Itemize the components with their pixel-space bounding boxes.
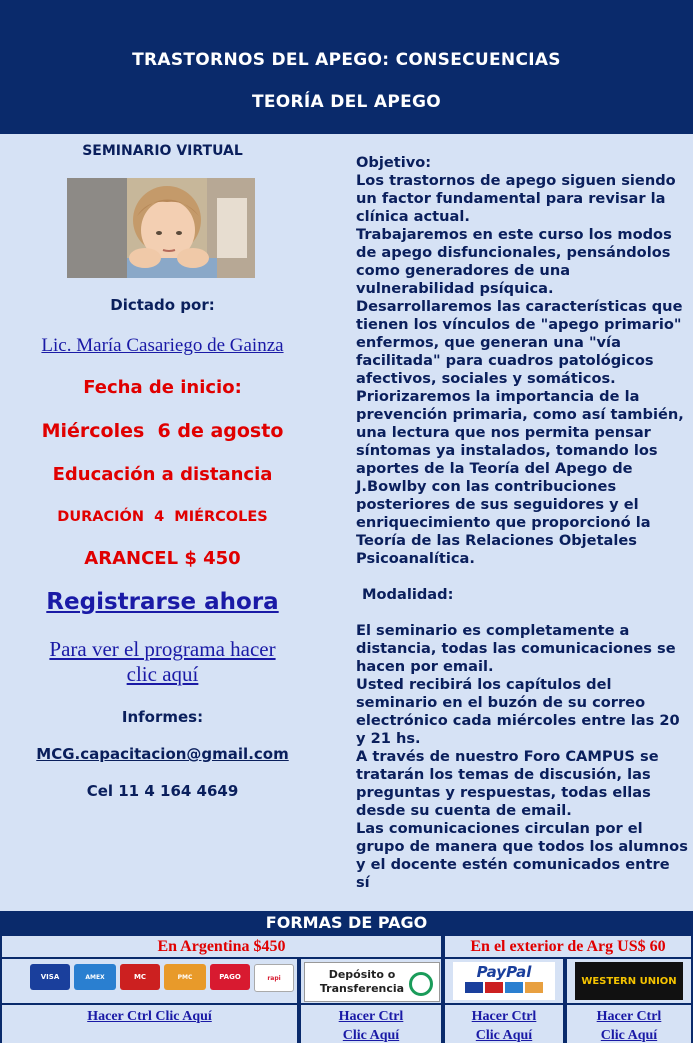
pay-transfer-link[interactable]: Hacer Ctrl Clic Aquí [301, 1005, 441, 1043]
payment-exterior-header: En el exterior de Arg US$ 60 [445, 936, 691, 957]
fee-text: ARANCEL $ 450 [84, 548, 241, 569]
objective-paragraph-2: Trabajaremos en este curso los modos de apego disfuncionales, pensándolos como generadores de una vulnerabilidad psíquica. [356, 226, 672, 297]
modality-paragraph-3: A través de nuestro Foro CAMPUS se tratarán los temas de discusión, las preguntas y respuestas, todas ellas desde su cuenta de email. [356, 748, 659, 819]
mastercard-icon: MC [120, 964, 160, 990]
dictado-label: Dictado por: [110, 296, 215, 314]
program-link[interactable] [0, 637, 325, 687]
payment-argentina-header: En Argentina $450 [2, 936, 441, 957]
email-link[interactable]: MCG.capacitacion@gmail.com [36, 745, 289, 763]
pagofacil-icon: PAGO [210, 964, 250, 990]
pay-argentina-link[interactable]: Hacer Ctrl Clic Aquí [2, 1005, 297, 1043]
modality-paragraph-1: El seminario es completamente a distancia, todas las comunicaciones se hacen por email. [356, 622, 676, 675]
objective-paragraph-1: Los trastornos de apego siguen siendo un factor fundamental para revisar la clínica actual. [356, 172, 676, 225]
paypal-mastercard-icon [485, 982, 503, 993]
modality-paragraph-2: Usted recibirá los capítulos del seminario en el buzón de su correo electrónico cada miércoles entre las 20 y 21 hs. [356, 676, 680, 747]
amex-icon: AMEX [74, 964, 116, 990]
objective-paragraph-4: Priorizaremos la importancia de la prevención primaria, como así también, una lectura que nos permita pensar síntomas ya instalados, tomando los aportes de la Teoría del Apego de J.Bowlby con las contribuciones posteriores de sus seguidores y el enriquecimiento que proporcionó la Teoría de las Relaciones Objetales Psicoanalítica. [356, 388, 684, 567]
program-link-line2[interactable]: clic aquí [126, 662, 199, 686]
paypal-icon [453, 962, 555, 1000]
rapipago-icon: rapi [254, 964, 294, 992]
transfer-icon [304, 962, 440, 1002]
description-column [356, 154, 688, 892]
paypal-cards-icons [453, 982, 555, 993]
transfer-arrows-icon [409, 972, 433, 996]
modality-text: Educación a distancia [52, 464, 273, 485]
start-date-label: Fecha de inicio: [83, 377, 242, 398]
payment-table [0, 934, 693, 1043]
left-column [0, 134, 325, 911]
transfer-logo-cell [301, 959, 441, 1003]
paypal-visa-icon [465, 982, 483, 993]
westernunion-icon: WESTERN UNION [575, 962, 683, 1000]
phone-text: Cel 11 4 164 4649 [86, 782, 239, 800]
informes-label: Informes: [121, 708, 204, 726]
content-panel [0, 134, 693, 911]
page-header [0, 0, 693, 134]
register-link[interactable]: Registrarse ahora [46, 589, 279, 615]
payment-title: FORMAS DE PAGO [0, 911, 693, 934]
pay-paypal-link[interactable]: Hacer Ctrl Clic Aquí [445, 1005, 563, 1043]
paypal-logo-text: PayPal [476, 963, 532, 981]
program-link-line1[interactable]: Para ver el programa hacer [49, 637, 276, 661]
objective-label: Objetivo: [356, 154, 432, 171]
transfer-logo-text: Depósito o Transferencia [319, 968, 405, 995]
seminar-type: SEMINARIO VIRTUAL [82, 143, 243, 159]
payment-cards-logos [2, 959, 297, 1003]
westernunion-logo-cell [567, 959, 691, 1003]
modality-label: Modalidad: [362, 586, 454, 603]
child-photo [67, 178, 255, 278]
page-subtitle: TEORÍA DEL APEGO [251, 92, 442, 112]
modality-paragraph-4: Las comunicaciones circulan por el grupo de manera que todos los alumnos y el docente estén comunicados entre sí [356, 820, 688, 891]
pagomiscuentas-icon: PMC [164, 964, 206, 990]
visa-icon: VISA [30, 964, 70, 990]
page-title: TRASTORNOS DEL APEGO: CONSECUENCIAS [132, 50, 561, 70]
objective-paragraph-3: Desarrollaremos las características que tienen los vínculos de "apego primario" enfermos, que generan una "vía facilitada" para cuadros patológicos afectivos, sociales y somáticos. [356, 298, 683, 387]
paypal-amex-icon [505, 982, 523, 993]
pay-westernunion-link[interactable]: Hacer Ctrl Clic Aquí [567, 1005, 691, 1043]
paypal-logo-cell [445, 959, 563, 1003]
paypal-discover-icon [525, 982, 543, 993]
teacher-link[interactable]: Lic. María Casariego de Gainza [41, 335, 284, 356]
duration-text: DURACIÓN 4 MIÉRCOLES [57, 509, 268, 525]
start-date: Miércoles 6 de agosto [41, 420, 284, 442]
